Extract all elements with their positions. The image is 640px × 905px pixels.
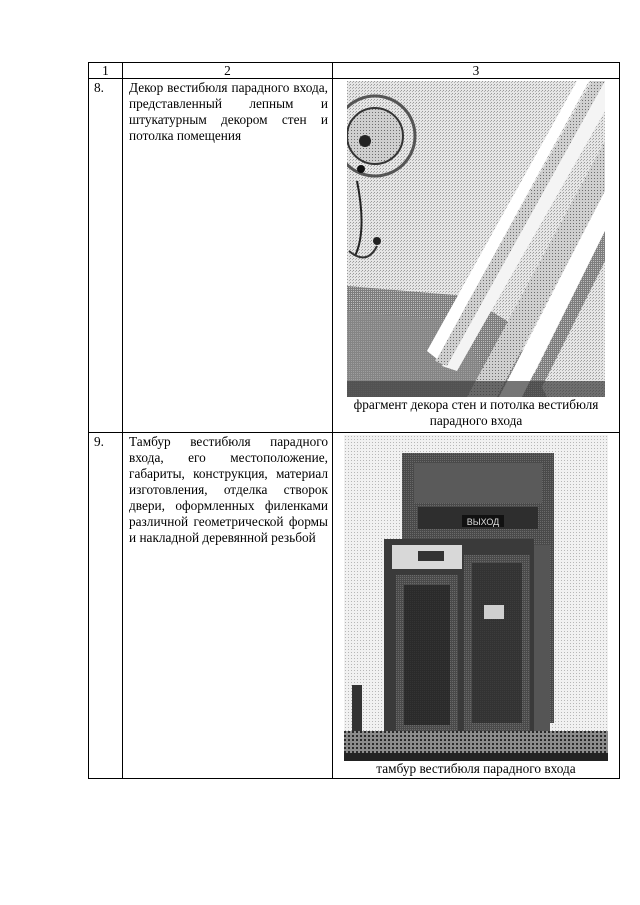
row-number: 9. xyxy=(89,433,123,779)
photo-cell xyxy=(333,433,620,779)
table-row xyxy=(89,433,620,779)
header-cell-1: 1 xyxy=(89,63,123,79)
ceiling-decor-photo xyxy=(347,81,605,397)
photo-caption: тамбур вестибюля парадного входа xyxy=(376,761,576,776)
photo-cell xyxy=(333,79,620,433)
exit-sign-text: ВЫХОД xyxy=(466,517,500,527)
header-cell-3: 3 xyxy=(333,63,620,79)
header-cell-2: 2 xyxy=(123,63,333,79)
inventory-table xyxy=(88,62,620,779)
row-description: Декор вестибюля парадного входа, представленный лепным и штукатурным декором стен и потолка помещения xyxy=(123,79,333,433)
table-row xyxy=(89,79,620,433)
row-description: Тамбур вестибюля парадного входа, его местоположение, габариты, конструкция, материал изготовления, отделка створок двери, оформленных филенками различной геометрической формы и накладной деревянной резьбой xyxy=(123,433,333,779)
table-header-row xyxy=(89,63,620,79)
row-number: 8. xyxy=(89,79,123,433)
vestibule-doors-photo xyxy=(344,435,608,761)
photo-caption: фрагмент декора стен и потолка вестибюля парадного входа xyxy=(353,397,599,428)
